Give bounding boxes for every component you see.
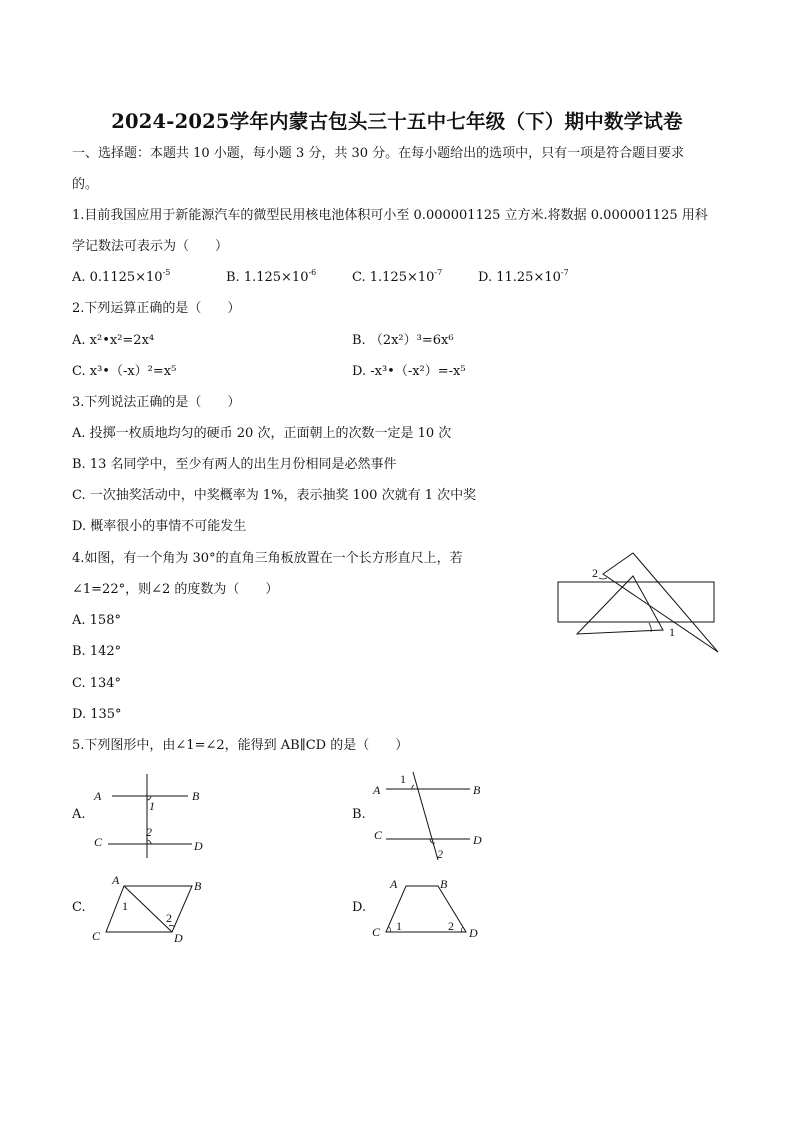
angle-1-arc bbox=[412, 785, 414, 789]
q3-option-c: C. 一次抽奖活动中，中奖概率为 1%，表示抽奖 100 次就有 1 次中奖 bbox=[72, 488, 477, 503]
q4-option-c: C. 134° bbox=[72, 676, 122, 691]
q2-stem: 2.下列运算正确的是（ ） bbox=[72, 301, 241, 316]
transversal bbox=[413, 772, 438, 860]
diagonal-ad bbox=[124, 886, 172, 932]
q3-option-a: A. 投掷一枚质地均匀的硬币 20 次，正面朝上的次数一定是 10 次 bbox=[72, 426, 452, 441]
q5-figure-d bbox=[368, 872, 498, 944]
angle-2-arc bbox=[462, 927, 463, 932]
angle-2-label: 2 bbox=[437, 847, 443, 861]
q3-option-d: D. 概率很小的事情不可能发生 bbox=[72, 519, 247, 534]
q4-stem-line2: ∠1=22°，则∠2 的度数为（ ） bbox=[72, 582, 279, 597]
q5-option-a-letter: A. bbox=[72, 807, 86, 822]
q5-figure-a bbox=[88, 770, 218, 860]
q1-option-a: A. $0.1125\times 10^{-5}$ bbox=[72, 268, 171, 285]
q5-figure-b bbox=[368, 768, 498, 864]
point-d-label: D bbox=[194, 839, 203, 853]
section-heading-line1: 一、选择题：本题共 10 小题，每小题 3 分，共 30 分。在每小题给出的选项中，只有一项是符合题目要求 bbox=[72, 146, 685, 161]
point-c-label: C bbox=[92, 929, 101, 943]
q5-option-b-letter: B. bbox=[352, 807, 366, 822]
angle-1-arc bbox=[389, 927, 390, 932]
q5-option-c-letter: C. bbox=[72, 900, 86, 915]
q3-option-b: B. 13 名同学中，至少有两人的出生月份相同是必然事件 bbox=[72, 457, 397, 472]
point-c-label: C bbox=[94, 835, 103, 849]
angle-2-arc bbox=[599, 578, 607, 579]
q1-option-d: D. $11.25\times 10^{-7}$ bbox=[478, 268, 569, 285]
angle-1-label: 1 bbox=[396, 919, 402, 933]
angle-2-label: 2 bbox=[448, 919, 454, 933]
point-a-label: A bbox=[390, 877, 398, 891]
angle-2-label: 2 bbox=[146, 825, 152, 839]
point-c-label: C bbox=[372, 925, 381, 939]
q2-option-b: B. （2x²）³=6x⁶ bbox=[352, 333, 454, 348]
q5-option-d-letter: D. bbox=[352, 900, 367, 915]
q1-stem-line1: 1.目前我国应用于新能源汽车的微型民用核电池体积可小至 0.000001125 立方米.将数据 0.000001125 用科 bbox=[72, 208, 708, 223]
point-b-label: B bbox=[194, 879, 202, 893]
q5-figure-c bbox=[86, 870, 216, 946]
exam-title: 2024-2025学年内蒙古包头三十五中七年级（下）期中数学试卷 bbox=[111, 110, 683, 133]
q2-option-c: C. x³•（-x）²=x⁵ bbox=[72, 364, 177, 379]
q4-stem-line1: 4.如图，有一个角为 30°的直角三角板放置在一个长方形直尺上，若 bbox=[72, 551, 463, 566]
point-d-label: D bbox=[469, 926, 478, 940]
ruler-rectangle bbox=[558, 582, 714, 622]
angle-2-label: 2 bbox=[166, 911, 172, 925]
q4-option-d: D. 135° bbox=[72, 707, 122, 722]
q1-option-b: B. $1.125\times 10^{-6}$ bbox=[226, 268, 317, 285]
point-b-label: B bbox=[473, 783, 481, 797]
outer-triangle bbox=[603, 553, 718, 652]
q4-option-b: B. 142° bbox=[72, 644, 122, 659]
angle-1-label: 1 bbox=[122, 899, 128, 913]
point-a-label: A bbox=[94, 789, 102, 803]
point-d-label: D bbox=[473, 833, 482, 847]
angle-1-label: 1 bbox=[669, 625, 675, 639]
q5-stem: 5.下列图形中，由∠1=∠2，能得到 AB∥CD 的是（ ） bbox=[72, 738, 409, 753]
angle-1-label: 1 bbox=[400, 772, 406, 786]
angle-2-label: 2 bbox=[592, 566, 598, 580]
q2-option-a: A. x²•x²=2x⁴ bbox=[72, 333, 155, 348]
section-heading bbox=[72, 146, 684, 162]
point-a-label: A bbox=[112, 873, 120, 887]
point-c-label: C bbox=[374, 828, 383, 842]
point-a-label: A bbox=[373, 783, 381, 797]
parallelogram bbox=[106, 886, 192, 932]
point-b-label: B bbox=[440, 877, 448, 891]
point-b-label: B bbox=[192, 789, 200, 803]
q1-option-c: C. $1.125\times 10^{-7}$ bbox=[352, 268, 443, 285]
angle-2-arc bbox=[147, 840, 151, 844]
q2-option-d: D. -x³•（-x²）=-x⁵ bbox=[352, 364, 466, 379]
q3-stem: 3.下列说法正确的是（ ） bbox=[72, 395, 241, 410]
angle-1-label: 1 bbox=[149, 799, 155, 813]
q1-stem-line2: 学记数法可表示为（ ） bbox=[72, 239, 229, 254]
section-heading-cont: 的。 bbox=[72, 177, 99, 192]
q4-option-a: A. 158° bbox=[72, 613, 121, 628]
q4-triangle-ruler-figure bbox=[555, 548, 725, 658]
point-d-label: D bbox=[174, 931, 183, 945]
